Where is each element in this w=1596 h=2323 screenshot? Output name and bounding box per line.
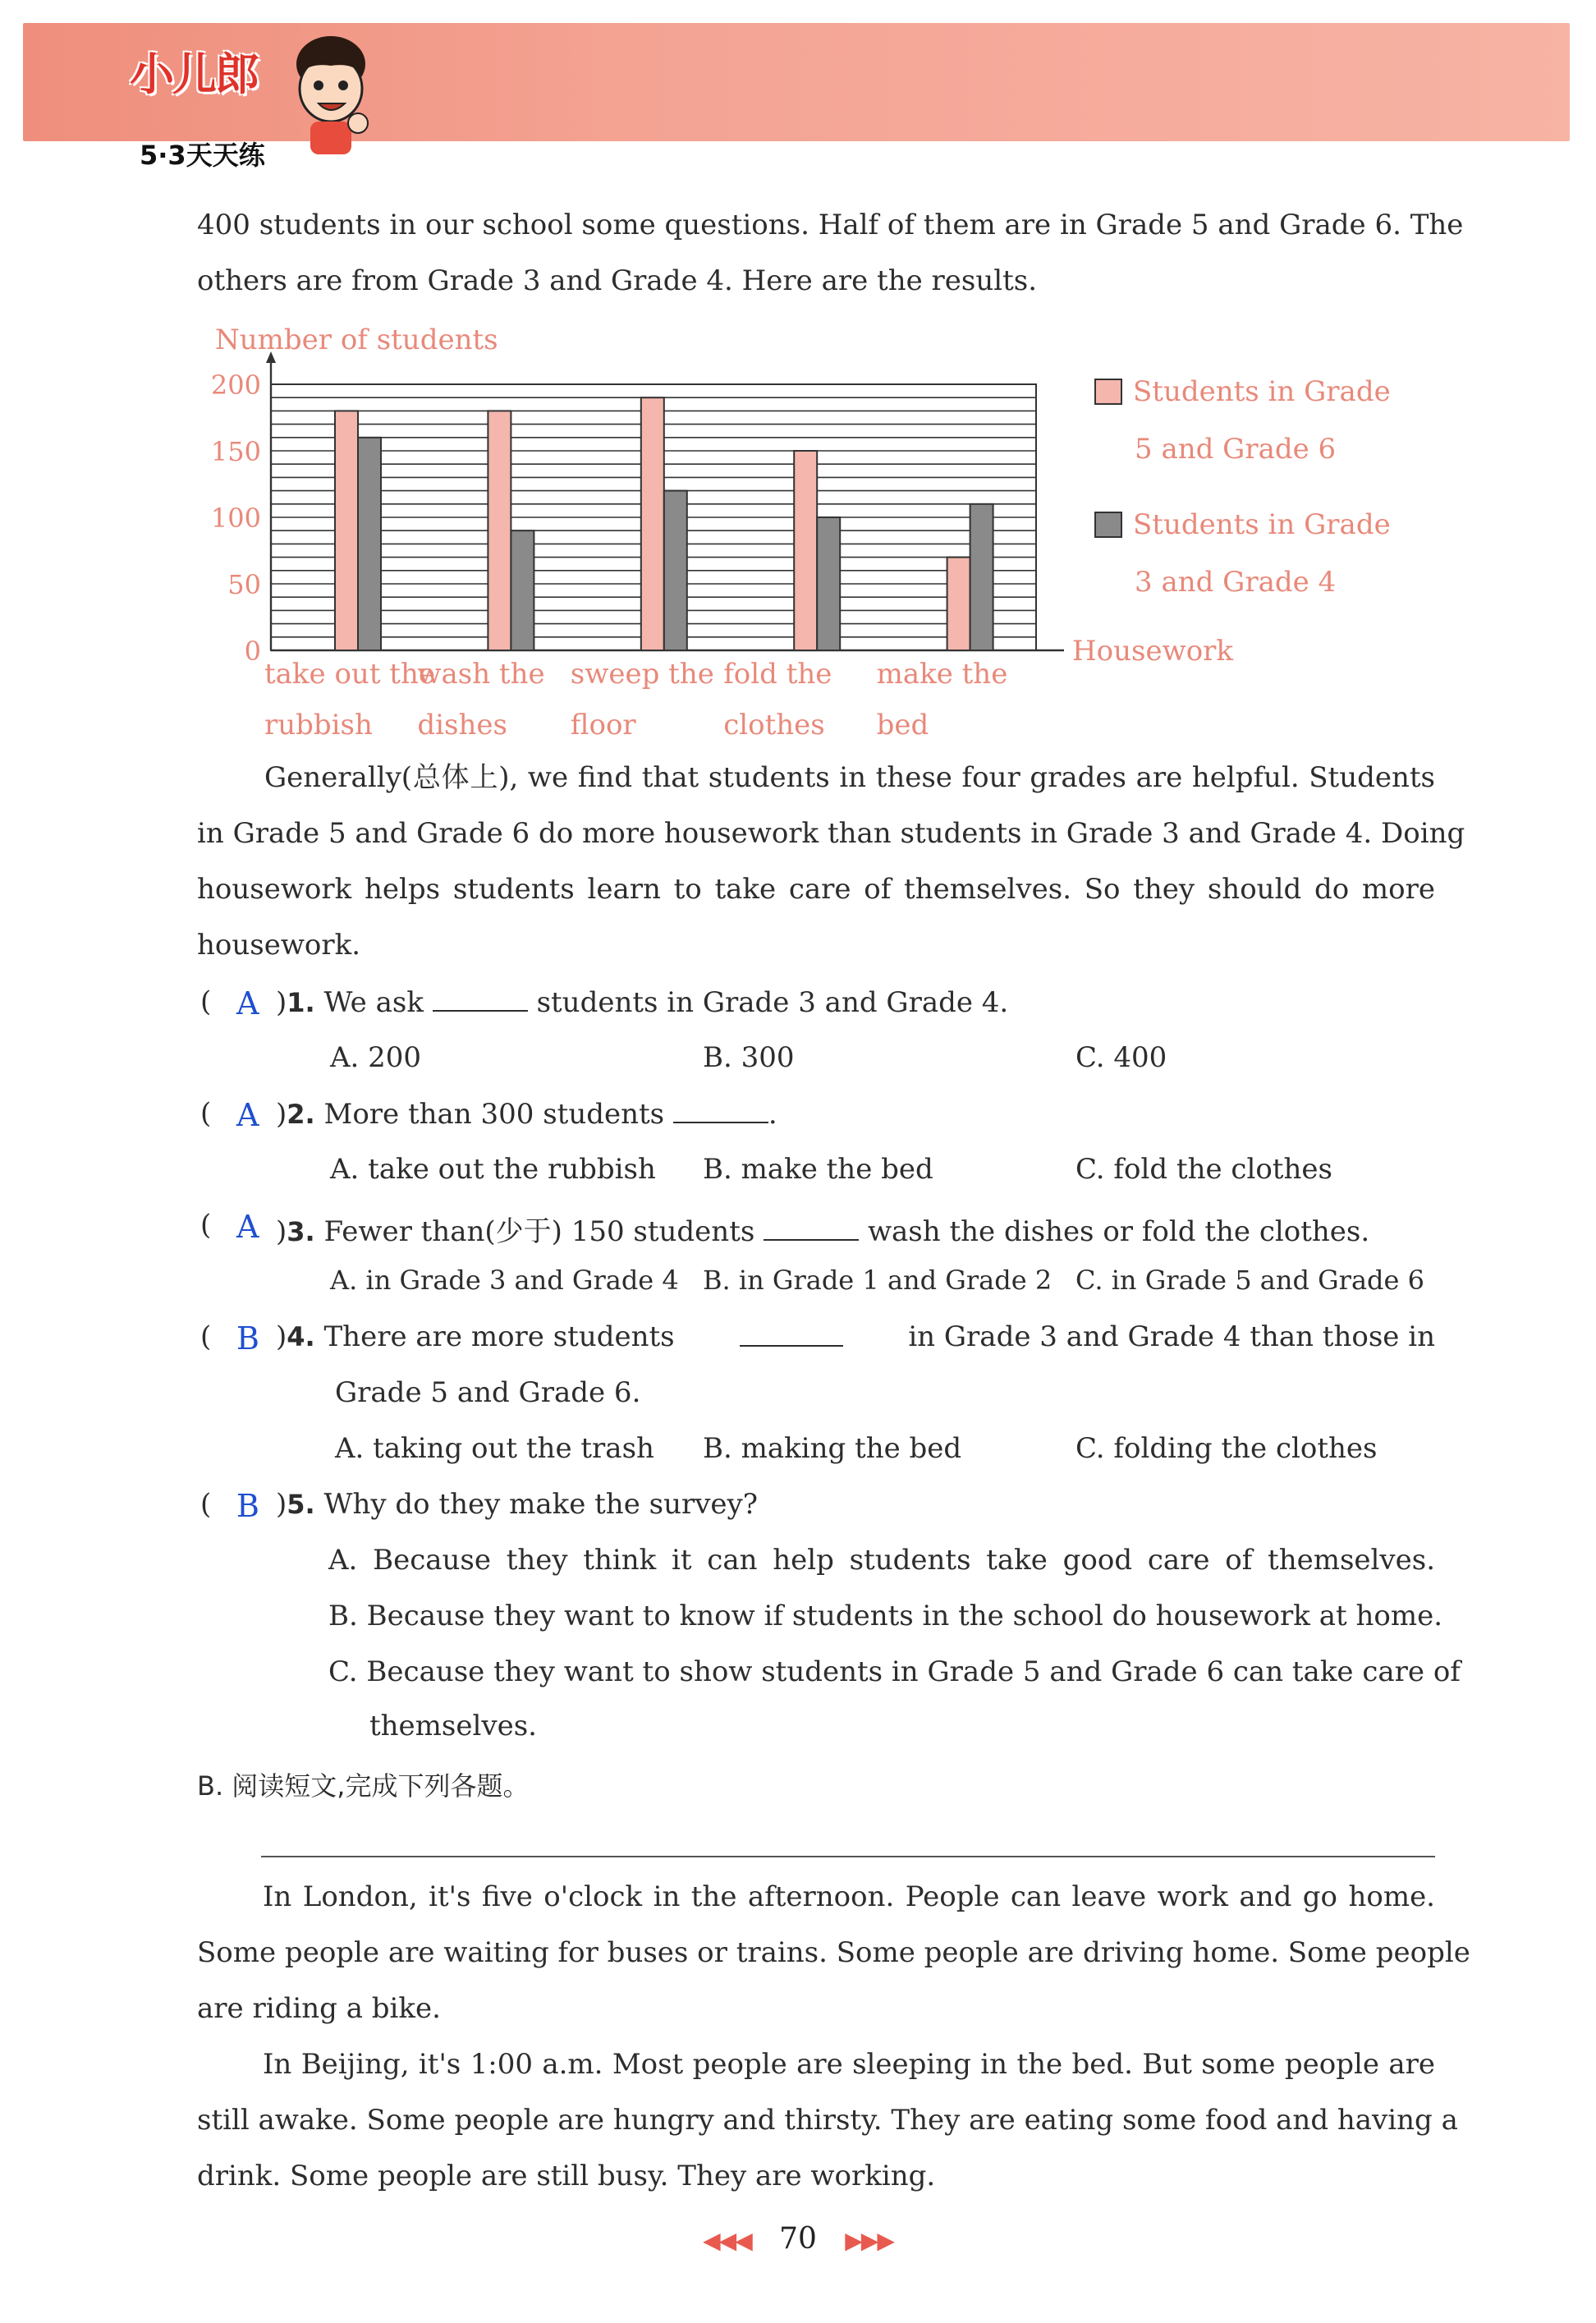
question-text: Fewer than(少于) 150 students: [323, 1215, 755, 1248]
option-c[interactable]: C. 400: [1075, 1041, 1167, 1074]
prev-arrows-icon: ◀◀◀: [703, 2227, 751, 2254]
option-c-cont: themselves.: [369, 1710, 537, 1742]
question-number: 4.: [287, 1321, 315, 1352]
legend-label: Students in Grade: [1133, 508, 1391, 541]
text-line: housework.: [197, 929, 361, 962]
legend-label: 3 and Grade 4: [1135, 566, 1337, 599]
question-text: There are more students: [323, 1320, 675, 1353]
question-number: 3.: [287, 1216, 315, 1247]
option-b[interactable]: B. make the bed: [703, 1153, 933, 1186]
page-number: 70: [779, 2222, 817, 2256]
x-tick-label: take out the: [264, 658, 435, 691]
answer-blank[interactable]: [740, 1320, 843, 1347]
x-tick-label: fold the: [723, 658, 832, 691]
question-number: 1.: [287, 987, 315, 1018]
question-stem: )3. Fewer than(少于) 150 students wash the dishes or fold the clothes.: [276, 1215, 1370, 1248]
bar: [358, 438, 381, 650]
logo-subtitle: 5·3天天练: [140, 140, 265, 171]
answer-blank[interactable]: [764, 1214, 859, 1241]
question-text: We ask: [323, 986, 424, 1019]
option-b[interactable]: B. in Grade 1 and Grade 2: [703, 1265, 1053, 1296]
x-tick-label: clothes: [723, 709, 825, 741]
text-line: Generally(总体上), we find that students in these four grades are helpful. Students: [264, 761, 1435, 794]
option-a[interactable]: A. 200: [330, 1041, 422, 1074]
bar: [817, 517, 840, 650]
legend-label: Students in Grade: [1133, 375, 1391, 408]
bar: [970, 504, 993, 650]
answer-mark: B: [236, 1488, 259, 1524]
x-tick-label: bed: [876, 709, 929, 741]
x-tick-label: make the: [876, 658, 1008, 691]
passage-london: [197, 1869, 1470, 2036]
text-line: others are from Grade 3 and Grade 4. Here are the results.: [197, 264, 1038, 297]
legend-label: 5 and Grade 6: [1135, 433, 1337, 466]
option-a[interactable]: A. taking out the trash: [335, 1432, 654, 1465]
option-c[interactable]: C. fold the clothes: [1075, 1153, 1332, 1186]
question-text: .: [768, 1098, 777, 1131]
text-line: 400 students in our school some questions. Half of them are in Grade 5 and Grade 6. The: [197, 209, 1464, 241]
bar: [335, 411, 358, 650]
answer-mark: A: [236, 1209, 259, 1245]
y-tick-label: 100: [210, 503, 261, 534]
section-b-heading: B. 阅读短文,完成下列各题。: [197, 1770, 530, 1802]
x-tick-label: floor: [570, 709, 636, 741]
option-c[interactable]: C. folding the clothes: [1075, 1432, 1378, 1465]
x-tick-label: sweep the: [570, 658, 714, 691]
x-axis-label: Housework: [1072, 635, 1234, 668]
answer-mark: A: [236, 985, 259, 1021]
option-c[interactable]: C. in Grade 5 and Grade 6: [1075, 1265, 1424, 1296]
bar: [947, 558, 970, 650]
question-stem: [276, 1320, 1435, 1353]
answer-mark: B: [236, 1320, 259, 1357]
option-a[interactable]: A. take out the rubbish: [330, 1153, 656, 1186]
text-line: are riding a bike.: [197, 1992, 441, 2025]
y-tick-label: 200: [210, 370, 261, 401]
logo-title: 小儿郎: [130, 48, 258, 100]
legend-swatch: [1095, 379, 1121, 404]
bar: [488, 411, 511, 650]
text-line: Some people are waiting for buses or trains. Some people are driving home. Some people: [197, 1936, 1470, 1969]
next-arrows-icon: ▶▶▶: [845, 2227, 893, 2254]
answer-paren: (: [200, 985, 212, 1018]
option-text: A. Because they think it can help students take good care of themselves.: [328, 1544, 1435, 1577]
legend-swatch: [1095, 512, 1121, 537]
x-tick-label: rubbish: [264, 709, 373, 741]
answer-paren: (: [200, 1097, 212, 1130]
y-tick-label: 0: [244, 636, 261, 667]
y-tick-label: 50: [227, 569, 261, 600]
answer-blank[interactable]: [433, 985, 528, 1012]
answer-mark: A: [236, 1097, 259, 1133]
answer-paren: (: [200, 1209, 212, 1242]
option-a[interactable]: A. in Grade 3 and Grade 4: [330, 1265, 679, 1296]
question-text: students in Grade 3 and Grade 4.: [536, 986, 1009, 1019]
bar: [664, 491, 687, 650]
y-tick-label: 150: [210, 436, 261, 467]
bar: [794, 451, 817, 650]
question-stem: )5. Why do they make the survey?: [276, 1488, 758, 1521]
question-number: 5.: [287, 1489, 315, 1520]
question-number: 2.: [287, 1099, 315, 1130]
bar: [511, 530, 534, 650]
option-text: C. Because they want to show students in Grade 5 and Grade 6 can take care of: [328, 1655, 1461, 1688]
text-line: In London, it's five o'clock in the afternoon. People can leave work and go home.: [263, 1880, 1435, 1913]
question-lead: )4. There are more students: [276, 1320, 675, 1353]
question-text: wash the dishes or fold the clothes.: [867, 1215, 1370, 1248]
x-tick-label: wash the: [417, 658, 545, 691]
y-axis-label: Number of students: [215, 324, 498, 356]
text-line: drink. Some people are still busy. They are working.: [197, 2160, 936, 2192]
bar: [641, 397, 664, 650]
answer-line[interactable]: [261, 1856, 1435, 1857]
answer-paren: (: [200, 1488, 212, 1521]
answer-blank[interactable]: [673, 1097, 768, 1123]
option-b[interactable]: [328, 1600, 1442, 1632]
option-text: B. Because they want to know if students in the school do housework at home.: [328, 1600, 1442, 1632]
option-c[interactable]: [328, 1655, 1461, 1688]
option-b[interactable]: B. making the bed: [703, 1432, 962, 1465]
answer-paren: (: [200, 1320, 212, 1353]
question-text-cont: Grade 5 and Grade 6.: [335, 1376, 641, 1409]
question-text: Why do they make the survey?: [323, 1488, 758, 1521]
text-line: still awake. Some people are hungry and thirsty. They are eating some food and having a: [197, 2104, 1458, 2137]
option-a[interactable]: [328, 1544, 1435, 1577]
text-line: in Grade 5 and Grade 6 do more housework than students in Grade 3 and Grade 4. Doing: [197, 817, 1465, 850]
page-footer: [0, 2222, 1596, 2256]
option-b[interactable]: B. 300: [703, 1041, 795, 1074]
passage-beijing: [197, 2036, 1458, 2204]
text-line: housework helps students learn to take care of themselves. So they should do more: [197, 873, 1435, 906]
text-line: In Beijing, it's 1:00 a.m. Most people are sleeping in the bed. But some people are: [263, 2048, 1435, 2081]
housework-bar-chart: [0, 0, 1596, 755]
question-stem: )1. We ask students in Grade 3 and Grade 4.: [276, 986, 1009, 1019]
question-text: in Grade 3 and Grade 4 than those in: [908, 1320, 1435, 1353]
question-stem: )2. More than 300 students .: [276, 1098, 777, 1131]
question-text: More than 300 students: [323, 1098, 665, 1131]
x-tick-label: dishes: [417, 709, 507, 741]
summary-paragraph: [197, 750, 1465, 973]
